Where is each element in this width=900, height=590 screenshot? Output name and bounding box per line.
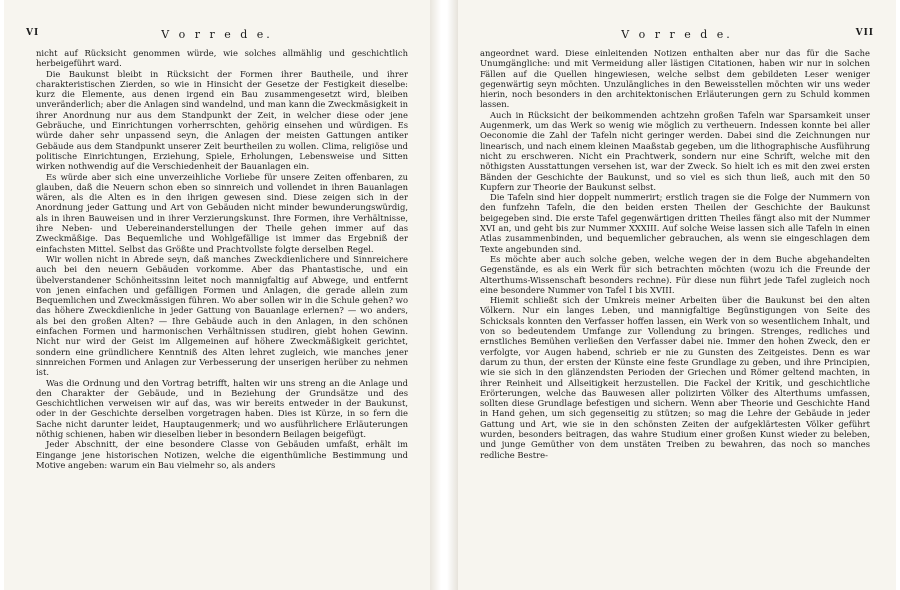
paragraph: Es möchte aber auch solche geben, welche wegen der in dem Buche abgehandelten Gegenstände, es als ein Werk für sich betrachten möchten (wozu ich die Freunde der Alterthums-Wissenschaft besonders rechne). Für diese nun führt jede Tafel zugleich noch eine besondere Nummer von Tafel I bis XVIII.: [480, 253, 870, 295]
paragraph: angeordnet ward. Diese einleitenden Notizen enthalten aber nur das für die Sache Unumgängliche: und mit Vermeidung aller lästigen Citationen, haben wir nur in solchen Fällen auf die Quellen hingewiesen, welche selbst dem gebildeten Leser weniger gegenwärtig seyn möchten. Unzulängliches in den Beweisstellen möchten wir uns weder hierin, noch besonders in den architektonischen Erläuterungen gern zu Schuld kommen lassen.: [480, 48, 870, 110]
left-text-block: [36, 48, 408, 580]
paragraph: Auch in Rücksicht der beikommenden achtzehn großen Tafeln war Sparsamkeit unser Augenmerk, um das Werk so wenig wie möglich zu vertheuern. Indessen konnte bei aller Oeconomie die Zahl der Tafeln nicht geringer werden. Dabei sind die Zeichnungen nur linearisch, und nach einem kleinen Maaßstab gegeben, um die lithographische Ausführung nicht zu erschweren. Nicht ein Prachtwerk, sondern nur eine Schrift, welche mit den nöthigsten Ausstattungen versehen ist, war der Zweck. So hielt ich es mit den zwei ersten Bänden der Geschichte der Baukunst, und so viel es sich thun ließ, auch mit den 50 Kupfern zur Theorie der Baukunst selbst.: [480, 109, 870, 192]
paragraph: Was die Ordnung und den Vortrag betrifft, halten wir uns streng an die Anlage und den Charakter der Gebäude, und in Beziehung der Grundsätze und des Geschichtlichen verweisen wir auf das, was wir bereits entweder in der Baukunst, oder in der Geschichte derselben vorgetragen haben. Dies ist Kürze, in so fern die Sache nicht darunter leidet, Hauptaugenmerk; und wo ausführlichere Erläuterungen nöthig schienen, haben wir dieselben lieber in besondern Beilagen beigefügt.: [36, 377, 408, 439]
paragraph: Die Tafeln sind hier doppelt nummerirt; erstlich tragen sie die Folge der Nummern von den funfzehn Tafeln, die den beiden ersten Theilen der Geschichte der Baukunst beigegeben sind. Die erste Tafel gegenwärtigen dritten Theiles fängt also mit der Nummer XVI an, und geht bis zur Nummer XXXIII. Auf solche Weise lassen sich alle Tafeln in einen Atlas zusammenbinden, und bequemlicher gebrauchen, als wenn sie eingeschlagen dem Texte angebunden sind.: [480, 192, 870, 254]
left-page: [4, 0, 430, 590]
left-header-title: V o r r e d e.: [161, 28, 273, 41]
paragraph: Die Baukunst bleibt in Rücksicht der Formen ihrer Bautheile, und ihrer charakteristischen Zierden, so wie in Hinsicht der Gesetze der Festigkeit dieselbe: kurz die Elemente, aus denen irgend ein Bau zusammengesetzt wird, bleiben unveränderlich; aber die Anlagen sind wandelnd, und man kann die Zweckmäsigkeit in ihrer Anordnung nur aus dem Standpunkt der Zeit, in welcher diese oder jene Gebräuche, und Einrichtungen vorherrschten, gehörig einsehen und würdigen. Es würde daher sehr unpassend seyn, die Anlagen der meisten Gattungen antiker Gebäude aus dem Standpunkt unserer Zeit beurtheilen zu wollen. Clima, religiöse und politische Einrichtungen, Erziehung, Spiele, Erholungen, Lebensweise und Sitten wirken nothwendig auf die Verschiedenheit der Bauanlagen ein.: [36, 68, 408, 172]
right-text-block: [480, 48, 870, 580]
book-gutter: [430, 0, 458, 590]
left-page-number: VI: [26, 28, 40, 38]
paragraph: Es würde aber sich eine unverzeihliche Vorliebe für unsere Zeiten offenbaren, zu glauben, daß die Neuern schon eben so sinnreich und vollendet in ihren Bauanlagen wären, als die Alten es in den ihrigen gewesen sind. Diese zeigen sich in der Anordnung jeder Gattung und Art von Gebäuden nicht minder bewunderungswürdig, als in ihren Bauweisen und in ihrer Verzierungskunst. Ihre Formen, ihre Verhältnisse, ihre Neben- und Uebereinanderstellungen der Theile gehen immer auf das Zweckmäßige. Das Bequemliche und Wohlgefällige ist immer das Ergebniß der einfachsten Mittel. Selbst das Größte und Prachtvollste folgte derselben Regel.: [36, 171, 408, 254]
paragraph: nicht auf Rücksicht genommen würde, wie solches allmählig und geschichtlich herbeigeführt ward.: [36, 48, 408, 69]
left-running-head: [26, 28, 408, 42]
paragraph: Wir wollen nicht in Abrede seyn, daß manches Zweckdienlichere und Sinnreichere auch bei den neuern Gebäuden vorkomme. Aber das Phantastische, und ein übelverstandener Schönheitssinn leitet noch mannigfaltig auf Abwege, und entfernt von jenen einfachen und gefälligen Formen und Anlagen, die gerade allein zum Bequemlichen und Zweckmässigen führen. Wo aber sollen wir in die Schule gehen? wo das höhere Zweckdienliche in jeder Gattung von Bauanlage erlernen? — wo anders, als bei den großen Alten? — Ihre Gebäude auch in den Anlagen, in den schönen einfachen Formen und harmonischen Verhältnissen studiren, giebt hohen Gewinn. Nicht nur wird der Geist im Allgemeinen auf höhere Zweckmäßigkeit gerichtet, sondern eine gründlichere Kenntniß des Alten lehret zugleich, wie manches jener sinnreichen Formen und Anlagen zur Verbesserung der unserigen herüber zu nehmen ist.: [36, 253, 408, 378]
right-header-title: V o r r e d e.: [621, 28, 733, 41]
paragraph: Hiemit schließt sich der Umkreis meiner Arbeiten über die Baukunst bei den alten Völkern. Nur ein langes Leben, und mannigfaltige Begünstigungen von Seite des Schicksals konnten den Verfasser hoffen lassen, ein Werk von so wesentlichem Inhalt, und von so bedeutendem Umfange zur Vollendung zu bringen. Strenges, redliches und ernstliches Bemühen verließen den Verfasser dabei nie. Immer den hohen Zweck, den er verfolgte, vor Augen habend, schrieb er nie zu Gunsten des Zeitgeistes. Denn es war darum zu thun, der ersten der Künste eine feste Grundlage zu geben, und ihre Principien, wie sie sich in den glänzendsten Perioden der Griechen und Römer geltend machten, in ihrer Reinheit und Allseitigkeit herzustellen. Die Fackel der Kritik, und geschichtliche Erörterungen, welche das Bauwesen aller polizirten Völker des Alterthums umfassen, sollten diese Grundlage befestigen und sichern. Wenn aber Theorie und Geschichte Hand in Hand gehen, um sich gegenseitig zu stützen; so mag die Lehre der Gebäude in jeder Gattung und Art, wie sie in den schönsten Zeiten der aufgeklärtesten Völker geführt wurden, besonders beitragen, das wahre Studium einer großen Kunst wieder zu beleben, und junge Gemüther von dem unstäten Treiben zu bewahren, das noch so manches redliche Bestre-: [480, 295, 870, 460]
right-page: [458, 0, 896, 590]
right-running-head: [480, 28, 874, 42]
paragraph: Jeder Abschnitt, der eine besondere Classe von Gebäuden umfaßt, erhält im Eingange jene historischen Notizen, welche die eigenthümliche Bestimmung und Motive angeben: warum ein Bau vielmehr so, als anders: [36, 439, 408, 470]
right-page-number: VII: [855, 28, 874, 38]
